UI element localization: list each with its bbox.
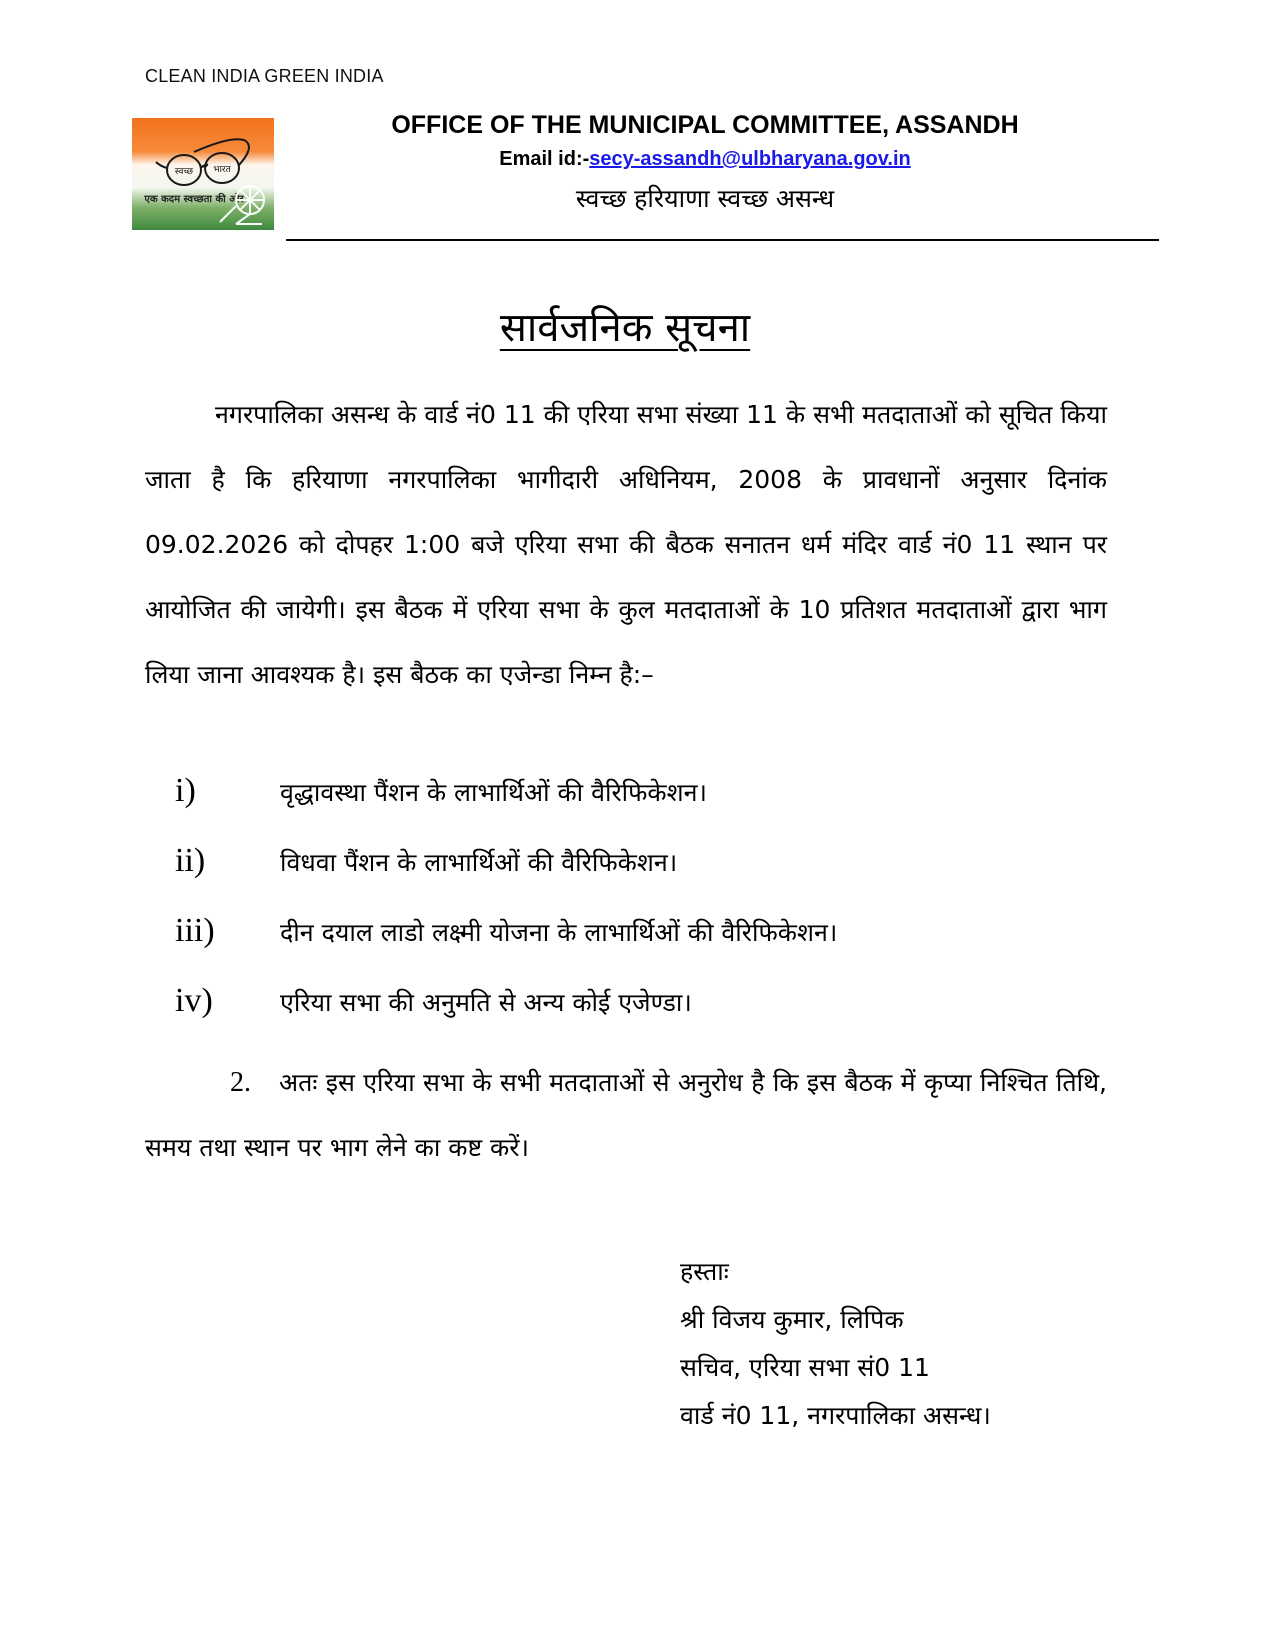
paragraph-2-text: अतः इस एरिया सभा के सभी मतदाताओं से अनुरोध है कि इस बैठक में कृप्या निश्चित तिथि, समय तथा स्थान पर भाग लेने का कष्ट करें। [145,1068,1107,1162]
agenda-item [175,842,1110,912]
agenda-item-text: एरिया सभा की अनुमति से अन्य कोई एजेण्डा। [280,988,692,1017]
agenda-list [175,772,1110,1052]
agenda-item-text: वृद्धावस्था पैंशन के लाभार्थिओं की वैरिफिकेशन। [280,778,707,807]
header-divider-rule [286,239,1159,241]
agenda-item-text: विधवा पैंशन के लाभार्थिओं की वैरिफिकेशन। [280,848,678,877]
paragraph-2-number: 2. [230,1067,251,1098]
agenda-item-numeral: i) [175,772,196,809]
notice-title: सार्वजनिक सूचना [499,305,751,351]
email-line [285,148,1125,171]
signature-designation: सचिव, एरिया सभा सं0 11 [680,1353,930,1382]
agenda-item-numeral: iv) [175,982,213,1019]
agenda-item-text: दीन दयाल लाडो लक्ष्मी योजना के लाभार्थिओं की वैरिफिकेशन। [280,918,838,947]
swachh-bharat-logo [132,118,274,230]
email-link[interactable]: secy-assandh@ulbharyana.gov.in [589,148,911,170]
agenda-item-numeral: iii) [175,912,215,949]
signature-block [680,1248,991,1440]
notice-paragraph-1: नगरपालिका असन्ध के वार्ड नं0 11 की एरिया सभा संख्या 11 के सभी मतदाताओं को सूचित किया जाता है कि हरियाणा नगरपालिका भागीदारी अधिनियम, 2008 के प्रावधानों अनुसार दिनांक 09.02.2026 को दोपहर 1:00 बजे एरिया सभा की बैठक सनातन धर्म मंदिर वार्ड नं0 11 स्थान पर आयोजित की जायेगी। इस बैठक में एरिया सभा के कुल मतदाताओं के 10 प्रतिशत मतदाताओं द्वारा भाग लिया जाना आवश्यक है। इस बैठक का एजेन्डा निम्न है:– [145,400,1107,689]
signature-ward: वार्ड नं0 11, नगरपालिका असन्ध। [680,1401,991,1430]
email-label: Email id:- [499,148,590,170]
office-title: OFFICE OF THE MUNICIPAL COMMITTEE, ASSANDH [391,111,1019,139]
logo-lens-right-text: भारत [213,165,231,175]
agenda-item-numeral: ii) [175,842,206,879]
hindi-subtitle: स्वच्छ हरियाणा स्वच्छ असन्ध [575,184,835,213]
agenda-item [175,982,1110,1052]
signature-name: श्री विजय कुमार, लिपिक [680,1305,904,1334]
logo-caption: एक कदम स्वच्छता की ओर [144,194,244,205]
signature-signed-label: हस्ताः [680,1257,729,1286]
agenda-item [175,912,1110,982]
letterhead-text-block [285,108,1125,215]
agenda-item [175,772,1110,842]
clean-india-tagline: CLEAN INDIA GREEN INDIA [145,66,384,86]
logo-lens-left-text: स्वच्छ [174,167,194,177]
notice-paragraph-2 [145,1050,1107,1180]
